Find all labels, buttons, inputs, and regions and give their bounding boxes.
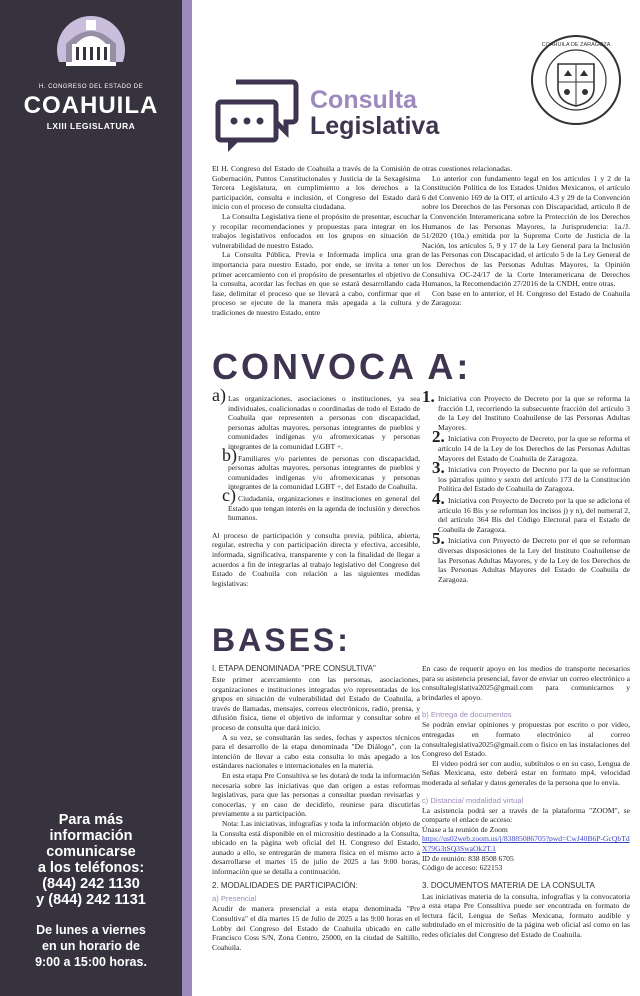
item-number: 2. [432,427,445,447]
item-letter: a) [212,385,226,405]
convoca-heading: CONVOCA A: [212,346,472,387]
list-item [422,427,630,463]
seal-text: COAHUILA DE ZARAGOZA [541,42,611,48]
meeting-id: ID de reunión: 838 8508 6705 [422,853,514,863]
contact-line: Para más [58,812,124,828]
zoom-join-text: Únase a la reunión de Zoom [422,824,508,834]
phone-number: (844) 242 1130 [42,876,140,892]
body-paragraph: A su vez, se consultarán las sedes, fechas y aspectos técnicos para el desarrollo de la etapa denominada "De Diálogo", con la intención de llevar a cabo esta consulta lo más apegado a los estándares nacionales e internacionales en la materia. [212,732,420,771]
schedule-line: De lunes a viernes [36,923,146,937]
subsection-title: c) Distancia/ modalidad virtual [422,795,524,805]
intro-paragraph: otras cuestiones relacionadas. [422,164,513,173]
item-number: 3. [432,458,445,478]
access-code: Código de acceso: 622153 [422,863,503,873]
intro-paragraph: El H. Congreso del Estado de Coahuila a través de la Comisión de Gobernación, Puntos Constitucionales y Justicia de la Sexagésima Tercera Legislatura, en cumplimiento a los derechos a la participación, consulta e inclusión, el Congreso del Estado dará inicio con el proceso de consulta ciudadana. [212,164,420,212]
contact-line: información [49,828,133,844]
state-seal [528,32,624,128]
bases-right [422,664,630,940]
item-letter: c) [222,484,236,505]
legislature: LXIII LEGISLATURA [46,121,136,131]
list-item [212,385,420,452]
item-text: Las organizaciones, asociaciones o instituciones, ya sea individuales, coalicionadas o coordinadas de todo el Estado de Coahuila que representen a personas con discapacidad, personas adultas mayores, personas integrantes de pueblos y comunidades indígenas y/o afromexicanas y personas integrantes de la comunidad LGBT +. [228,394,420,451]
item-text: Ciudadanía, organizaciones e instituciones en general del Estado que tengan interés en la agenda de inclusión y derechos humanos. [228,493,420,523]
convoca-list [212,385,420,588]
subsection-title: a) Presencial [212,894,257,904]
title-consulta: Consulta [310,86,417,114]
item-text: Familiares y/o parientes de personas con discapacidad, personas adultas mayores, personas integrantes de pueblos y comunidades indígenas y/o afromexicanas y personas integrantes de la comunidad LGBT +, del Estado de Coahuila. [228,453,420,492]
process-paragraph: Al proceso de participación y consulta previa, pública, abierta, regular, estrecha y con participación directa y efectiva, accesible, informada, significativa, transparente y con la finalidad de llegar a acuerdos a fin de integrarlas al trabajo legislativo del Congreso del Estado de Coahuila con relación a las siguientes medidas legislativas: [212,530,420,588]
state-name: COAHUILA [23,92,159,119]
phone-number: y (844) 242 1131 [36,892,146,908]
body-paragraph: El video podrá ser con audio, subtítulos o en su caso, Lengua de Señas Mexicana, este deberá estar en formato mp4, velocidad moderada al señalar y datos generales de la persona que lo envía. [422,758,630,787]
sidebar [0,0,182,996]
accent-stripe [182,0,192,996]
intro-paragraph: Lo anterior con fundamento legal en los artículos 1 y 2 de la Constitución Política de los Estados Unidos Mexicanos, el artículo 6 del Convenio 169 de la OIT, el artículo 4.3 y 29 de la Convención sobre los Derechos de las Personas con Discapacidad, artículo 8 de la Convención Interamericana sobre la Protección de los Derechos Humanos de las Personas Mayores, la Jurisprudencia: 1a./J. 51/2020 (10a.) emitida por la Suprema Corte de Justicia de la Nación, los artículos 5, 9 y 17 de la Ley General para la Inclusión de las Personas con Discapacidad, el artículo 5 de la Ley General de los Derechos de las Personas Adultas Mayores, la Opinión Consultiva OC-24/17 de la Corte Interamericana de Derechos Humanos, la Recomendación 27/2016 de la CNDH, entre otras. [422,173,630,289]
zoom-link[interactable]: https://us02web.zoom.us/j/83885086705?pwd=CwJ40B6P-GcQbTdX79G3tSQ3SwaOk2T.1 [422,834,630,853]
section-title: 2. MODALIDADES DE PARTICIPACIÓN: [212,881,358,891]
list-item [422,458,630,494]
item-text: Iniciativa con Proyecto de Decreto por la que se adiciona el artículo 16 Bis y se reforman los incisos j) y n), del numeral 2, del artículo 364 Bis del Código Electoral para el Estado de Coahuila de Zaragoza. [438,495,630,534]
item-number: 1. [422,387,435,406]
body-paragraph: Se podrán enviar opiniones y propuestas por escrito o por video, entregadas en formato electrónico al correo consultalegislativa2025@gmail.com o físico en las instalaciones del Congreso del Estado. [422,720,630,759]
item-text: Iniciativa con Proyecto de Decreto por la que se reforman los párrafos quinto y sexto del artículo 173 de la Constitución Política del Estado de Coahuila de Zaragoza. [438,465,630,494]
body-paragraph: Nota: Las iniciativas, infografías y toda la información objeto de la Consulta está disponible en el micrositio destinado a la Consulta, ubicado en la página web oficial del H. Congreso del Estado, aunado a ello, se entregarán de manera física en el mismo acto a desarrollarse el martes 15 de julio de 2025 a las 9:00 horas, información que se detalla a continuación. [212,818,420,876]
intro-right [422,164,630,308]
schedule-block [0,922,182,970]
list-item [212,444,420,492]
body-paragraph: En esta etapa Pre Consultiva se les dotará de toda la información necesaria sobre las iniciativas que dan origen a estas reformas legislativas, para que las personas a consultar puedan revisarlas y conocerlas, y en caso de decidirlo, reunirse para discutirlas previamente a su participación. [212,770,420,819]
list-item [422,387,630,432]
contact-line: a los teléfonos: [37,860,145,876]
section-title: I. ETAPA DENOMINADA "PRE CONSULTIVA" [212,664,376,673]
schedule-line: 9:00 a 15:00 horas. [35,955,147,969]
item-text: Iniciativa con Proyecto de Decreto por el que se reforman diversas disposiciones de la Ley del Instituto Coahuilense de las Personas Adultas Mayores, y de la Ley de los Derechos de las Personas Adultas Mayores del Estado de Coahuila de Zaragoza. [438,536,630,584]
item-letter: b) [222,444,237,465]
title-legislativa: Legislativa [310,112,440,140]
body-paragraph: La asistencia podrá ser a través de la plataforma "ZOOM", se comparte el enlace de acceso: [422,805,630,825]
item-text: Iniciativa con Proyecto de Decreto por la que se reforma la fracción LI, recorriendo la subsecuente fracción del artículo 3 de la Ley del Instituto Coahuilense de las Personas Adultas Mayores. [438,394,630,432]
congress-building-logo [36,14,146,84]
body-paragraph: Este primer acercamiento con las personas, asociaciones, organizaciones e instituciones integradas y/o representadas de los grupos en situación de vulnerabilidad del Estado de Coahuila, a través de llamadas, mensajes, correos electrónicos, radio, prensa, y difusión física, tiene el objetivo de informar y consultar sobre el proceso de consulta que dará inicio. [212,675,420,732]
initiatives-list [422,387,630,586]
speech-bubbles-icon [214,76,300,154]
intro-left [212,164,420,318]
section-title: 3. DOCUMENTOS MATERIA DE LA CONSULTA [422,880,595,890]
list-item [422,488,630,534]
intro-paragraph: La Consulta Legislativa tiene el propósito de presentar, escuchar y recopilar recomendaciones y propuestas para integrar en los trabajos legislativos enfocados en los grupos en situación de vulnerabilidad de nuestro Estado. [212,211,420,250]
body-paragraph: Acudir de manera presencial a esta etapa denominada "Pre Consultiva" el día martes 15 de Julio de 2025 a las 9:00 horas en el Lobby del Congreso del Estado de Coahuila ubicado en calle Francisco Coss S/N, Zona Centro, 25000, en la ciudad de Saltillo, Coahuila. [212,904,420,952]
bases-heading: BASES: [212,622,351,658]
list-item [212,484,420,523]
body-paragraph: Las iniciativas materia de la consulta, infografías y la convocatoria a esta etapa Pre Consultiva puede ser encontrada en formato de lectura fácil, Lengua de Señas Mexicana, formato audible y subtitulado en el micrositio de la página web oficial así como en las redes oficiales del Congreso del Estado de Coahuila. [422,891,630,940]
intro-paragraph: Con base en lo anterior, el H. Congreso del Estado de Coahuila de Zaragoza: [422,288,630,308]
item-number: 5. [432,529,445,549]
bases-left [212,664,420,952]
contact-block [0,812,182,908]
org-line: H. CONGRESO DEL ESTADO DE [38,84,144,90]
subsection-title: b) Entrega de documentos [422,710,512,720]
intro-paragraph: La Consulta Pública, Previa e Informada implica una gran importancia para nuestro Estado, por ende, se invita a tener un primer acercamiento con el propósito de presentarles el objetivo de la consulta, acordar las fechas en que se estará desarrollando cada fase, delimitar el proceso que se llevará a cabo, confirmar que el proceso se ejecute de la manera más apegada a la cultura y tradiciones de nuestro Estado, entre [212,250,420,317]
item-text: Iniciativa con Proyecto de Decreto, por la que se reforma el artículo 14 de la Ley de los Derechos de las Personas Adultas Mayores del Estado de Coahuila de Zaragoza. [438,434,630,463]
main-content [192,0,640,996]
contact-line: comunicarse [46,844,136,860]
item-number: 4. [432,488,445,508]
body-paragraph: En caso de requerir apoyo en los medios de transporte necesarios para su asistencia presencial, favor de enviar un correo electrónico a consultalegislativa2025@gmail.com para comunicarnos y brindarles el apoyo. [422,664,630,702]
schedule-line: en un horario de [42,939,140,953]
list-item [422,529,630,584]
